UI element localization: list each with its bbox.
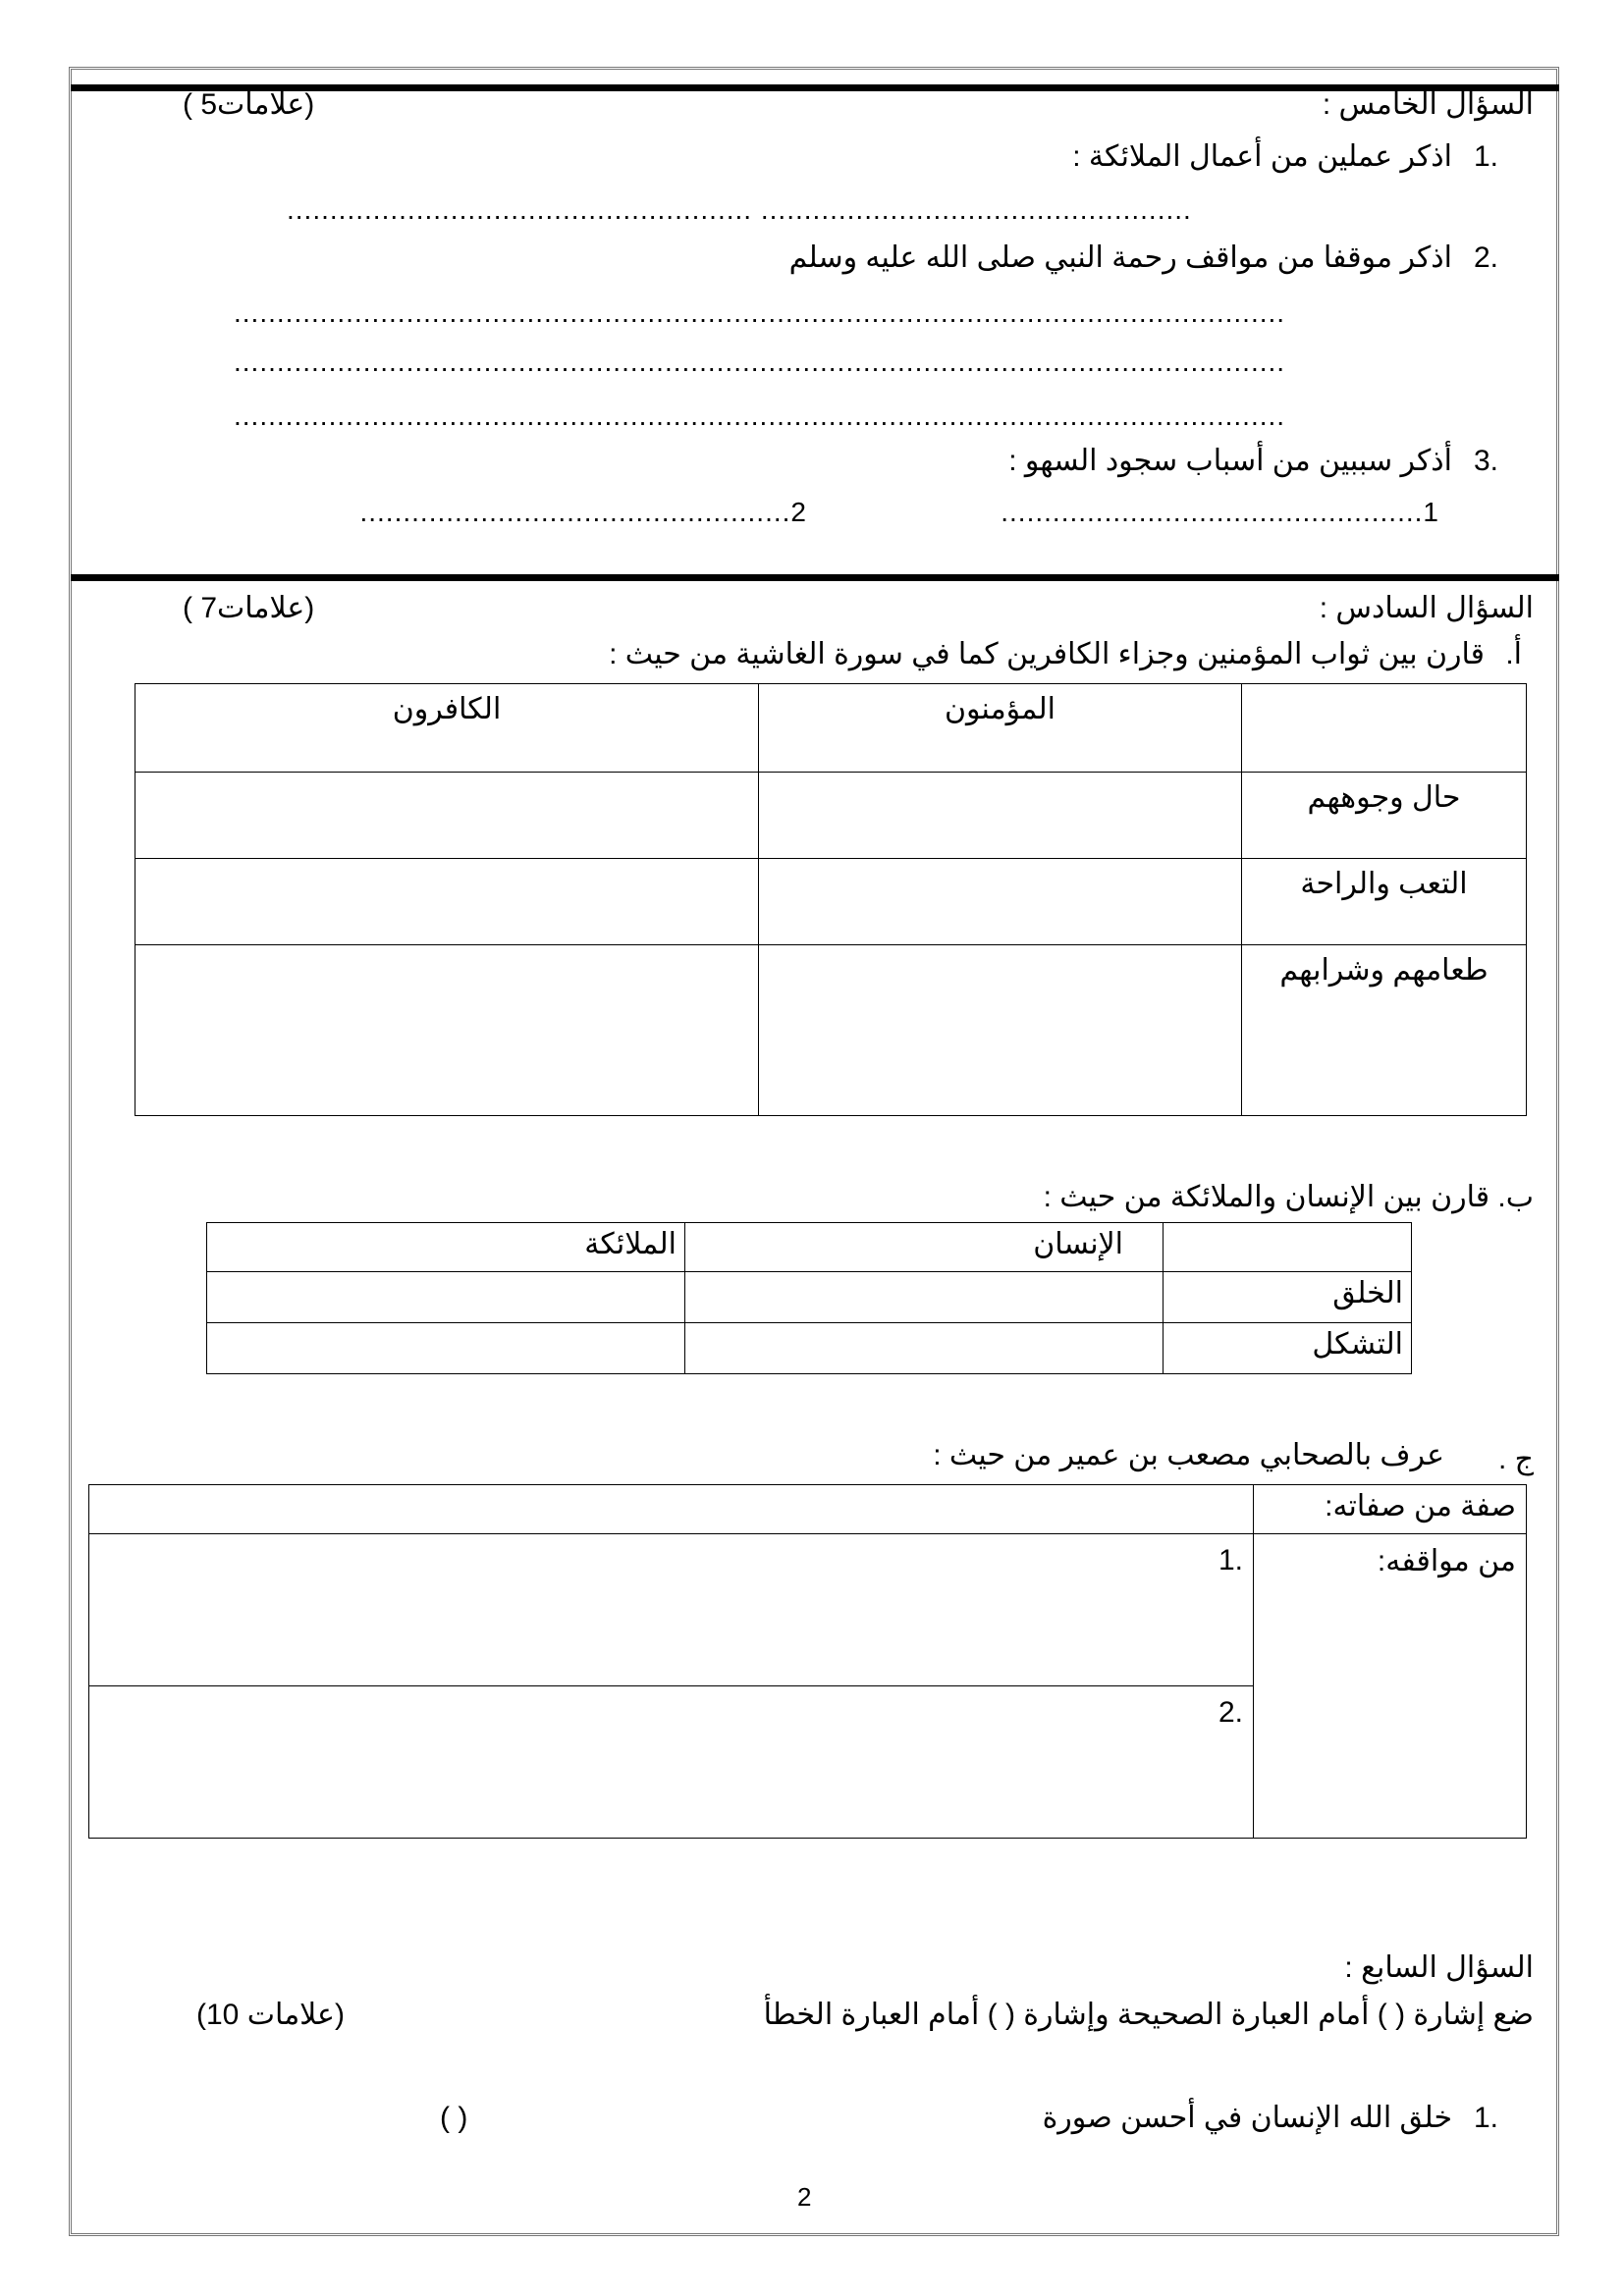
table-b-row-label: الخلق bbox=[1164, 1272, 1412, 1323]
q5-item-3-num: .3 bbox=[1473, 445, 1498, 477]
q7-instruction: ضع إشارة ( ) أمام العبارة الصحيحة وإشارة ( ) أمام العبارة الخطأ bbox=[763, 1999, 1534, 2031]
table-a-answer-cell[interactable] bbox=[759, 773, 1242, 859]
table-a-row-label: طعامهم وشرابهم bbox=[1242, 945, 1527, 1116]
q6-part-a-label: أ. bbox=[1505, 638, 1522, 670]
q5-answer-2-line-1[interactable]: .......................................................................................................................... bbox=[234, 299, 1286, 327]
table-b-row-label: التشكل bbox=[1164, 1323, 1412, 1374]
table-c-stance-label: من مواقفه: bbox=[1254, 1534, 1527, 1839]
table-b-header-empty bbox=[1164, 1223, 1412, 1272]
table-a-row-label: التعب والراحة bbox=[1242, 859, 1527, 945]
table-a-header-disbelievers: الكافرون bbox=[135, 684, 759, 773]
q6-marks: ( 7علامات) bbox=[183, 592, 315, 624]
q5-item-1-num: .1 bbox=[1473, 140, 1498, 173]
table-c-stance-answer-1[interactable]: .1 bbox=[89, 1534, 1254, 1686]
table-a-answer-cell[interactable] bbox=[135, 773, 759, 859]
q5-answer-2-line-2[interactable]: .......................................................................................................................... bbox=[234, 348, 1286, 376]
q5-item-2-text: اذكر موقفا من مواقف رحمة النبي صلى الله عليه وسلم bbox=[788, 241, 1452, 274]
table-c-trait-answer[interactable] bbox=[89, 1485, 1254, 1534]
q5-marks: ( 5علامات) bbox=[183, 88, 315, 121]
table-b-answer-cell[interactable] bbox=[685, 1272, 1164, 1323]
table-b-answer-cell[interactable] bbox=[207, 1272, 685, 1323]
table-b-header-human: الإنسان bbox=[685, 1223, 1164, 1272]
comparison-table-ghashiya bbox=[135, 683, 1527, 1116]
section-divider-q6 bbox=[71, 574, 1559, 581]
q5-answer-1-blank[interactable]: ...................................................... .................................................. bbox=[287, 196, 1192, 224]
q5-item-2-num: .2 bbox=[1473, 241, 1498, 274]
table-b-answer-cell[interactable] bbox=[207, 1323, 685, 1374]
q5-item-3-text: أذكر سببين من أسباب سجود السهو : bbox=[1008, 445, 1452, 477]
table-a-row-label: حال وجوههم bbox=[1242, 773, 1527, 859]
sahabi-table bbox=[88, 1484, 1527, 1839]
table-a-answer-cell[interactable] bbox=[135, 859, 759, 945]
table-a-answer-cell[interactable] bbox=[135, 945, 759, 1116]
q5-item-1-text: اذكر عملين من أعمال الملائكة : bbox=[1072, 140, 1452, 173]
q5-title: السؤال الخامس : bbox=[1322, 88, 1534, 121]
table-b-header-angels: الملائكة bbox=[207, 1223, 685, 1272]
q7-item-1-text: خلق الله الإنسان في أحسن صورة bbox=[1042, 2102, 1452, 2134]
q5-reason-2-blank[interactable]: 2.................................................. bbox=[359, 499, 807, 526]
q6-part-c-prompt: عرف بالصحابي مصعب بن عمير من حيث : bbox=[933, 1439, 1444, 1471]
table-c-stance-answer-2[interactable]: .2 bbox=[89, 1686, 1254, 1839]
q5-answer-2-line-3[interactable]: .......................................................................................................................... bbox=[234, 402, 1286, 430]
q6-part-a-prompt: قارن بين ثواب المؤمنين وجزاء الكافرين كما في سورة الغاشية من حيث : bbox=[609, 638, 1485, 670]
table-a-answer-cell[interactable] bbox=[759, 859, 1242, 945]
q7-item-1-num: .1 bbox=[1473, 2102, 1498, 2134]
page-number: 2 bbox=[797, 2182, 812, 2212]
q6-title: السؤال السادس : bbox=[1319, 592, 1534, 624]
table-a-header-empty bbox=[1242, 684, 1527, 773]
q7-marks: (10 علامات) bbox=[196, 1999, 345, 2031]
q5-reason-1-blank[interactable]: 1................................................. bbox=[1001, 499, 1439, 526]
table-a-answer-cell[interactable] bbox=[759, 945, 1242, 1116]
table-a-header-believers: المؤمنون bbox=[759, 684, 1242, 773]
page-border bbox=[69, 67, 1559, 2236]
q7-title: السؤال السابع : bbox=[1344, 1951, 1534, 1984]
comparison-table-human-angels bbox=[206, 1222, 1412, 1374]
table-c-trait-label: صفة من صفاته: bbox=[1254, 1485, 1527, 1534]
q6-part-b-prompt: ب. قارن بين الإنسان والملائكة من حيث : bbox=[1043, 1181, 1534, 1213]
q6-part-c-label: ج . bbox=[1497, 1443, 1534, 1475]
q7-item-1-answer-blank[interactable]: ( ) bbox=[440, 2102, 468, 2134]
table-b-answer-cell[interactable] bbox=[685, 1323, 1164, 1374]
